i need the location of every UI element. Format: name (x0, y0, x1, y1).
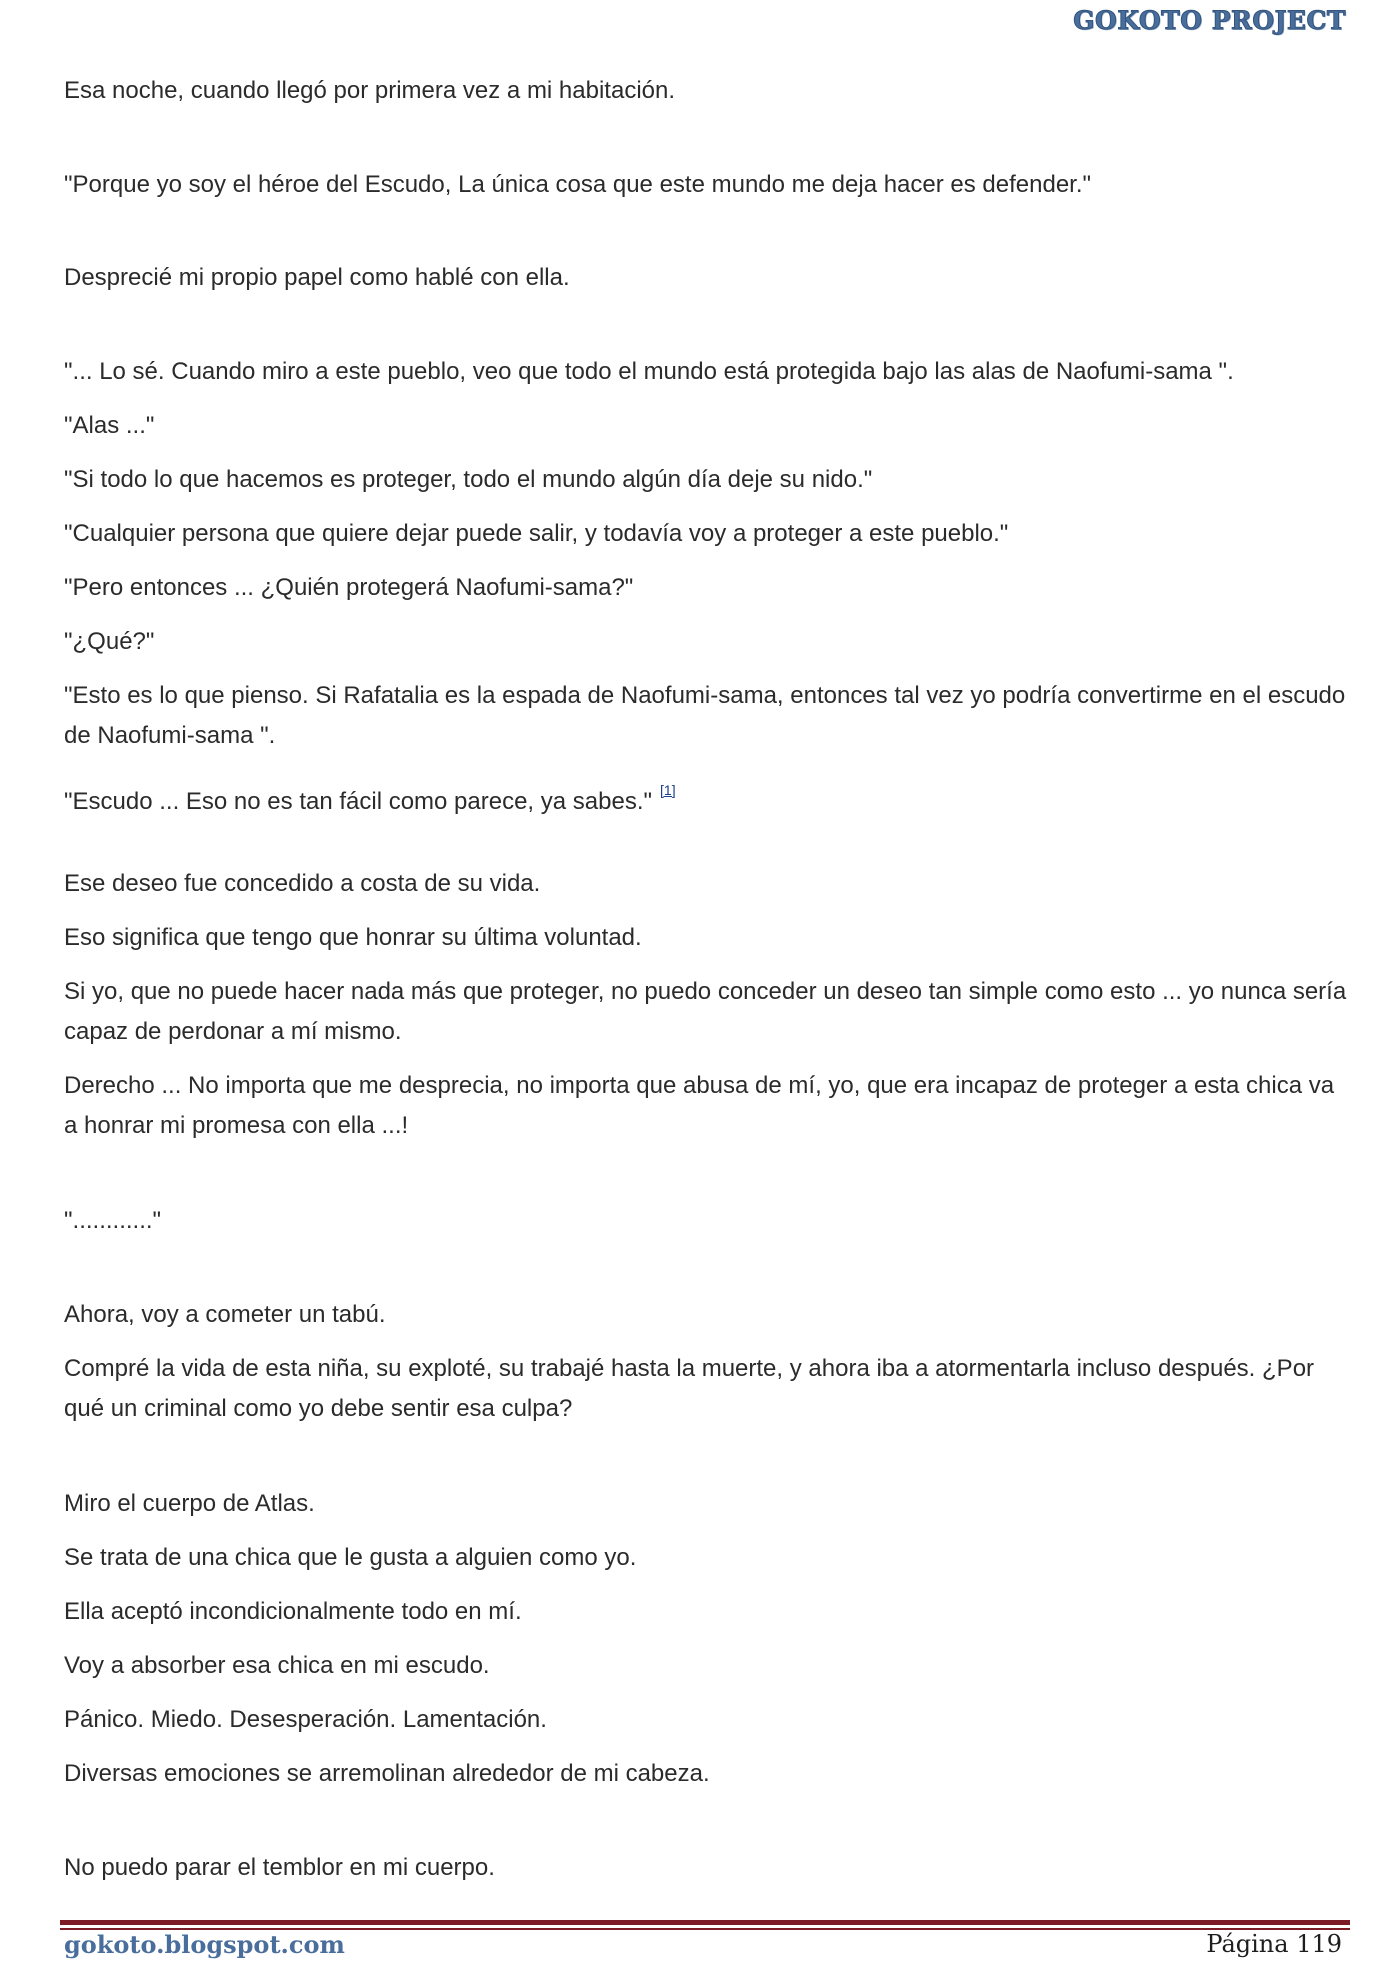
paragraph: Si yo, que no puede hacer nada más que proteger, no puedo conceder un deseo tan simple como esto ... yo nunca sería capaz de perdonar a mí mismo. (64, 978, 1347, 1045)
paragraph: "¿Qué?" (64, 628, 155, 655)
paragraph: Voy a absorber esa chica en mi escudo. (64, 1652, 490, 1679)
paragraph: Esa noche, cuando llegó por primera vez a mi habitación. (64, 77, 676, 104)
paragraph: Eso significa que tengo que honrar su última voluntad. (64, 924, 642, 951)
footnote-link[interactable]: [1] (660, 782, 676, 798)
paragraph: Se trata de una chica que le gusta a alguien como yo. (64, 1544, 637, 1571)
page-number: Página 119 (1206, 1930, 1342, 1958)
paragraph: "............" (64, 1207, 162, 1234)
paragraph: Compré la vida de esta niña, su exploté, su trabajé hasta la muerte, y ahora iba a atormentarla incluso después. ¿Por qué un criminal como yo debe sentir esa culpa? (64, 1355, 1315, 1422)
paragraph-text: "Escudo ... Eso no es tan fácil como parece, ya sabes." (64, 788, 653, 815)
paragraph: Miro el cuerpo de Atlas. (64, 1490, 315, 1517)
paragraph: Desprecié mi propio papel como hablé con ella. (64, 264, 570, 291)
paragraph-with-footnote (64, 770, 1354, 822)
paragraph: "... Lo sé. Cuando miro a este pueblo, veo que todo el mundo está protegida bajo las alas de Naofumi-sama ". (64, 358, 1234, 385)
paragraph: "Esto es lo que pienso. Si Rafatalia es la espada de Naofumi-sama, entonces tal vez yo podría convertirme en el escudo de Naofumi-sama ". (64, 682, 1346, 749)
paragraph: "Cualquier persona que quiere dejar puede salir, y todavía voy a proteger a este pueblo." (64, 520, 1009, 547)
footer-divider (60, 1920, 1350, 1925)
header-logo: GOKOTO PROJECT (1073, 6, 1346, 35)
paragraph: "Pero entonces ... ¿Quién protegerá Naofumi-sama?" (64, 574, 634, 601)
paragraph: Ahora, voy a cometer un tabú. (64, 1301, 386, 1328)
paragraph: No puedo parar el temblor en mi cuerpo. (64, 1854, 495, 1881)
paragraph: Derecho ... No importa que me desprecia, no importa que abusa de mí, yo, que era incapaz de proteger a esta chica va a honrar mi promesa con ella ...! (64, 1072, 1335, 1139)
paragraph: "Alas ..." (64, 412, 155, 439)
paragraph: Ella aceptó incondicionalmente todo en mí. (64, 1598, 522, 1625)
paragraph: Diversas emociones se arremolinan alrededor de mi cabeza. (64, 1760, 710, 1787)
paragraph: Ese deseo fue concedido a costa de su vida. (64, 870, 541, 897)
paragraph: "Si todo lo que hacemos es proteger, todo el mundo algún día deje su nido." (64, 466, 873, 493)
paragraph: Pánico. Miedo. Desesperación. Lamentación. (64, 1706, 547, 1733)
paragraph: "Porque yo soy el héroe del Escudo, La única cosa que este mundo me deja hacer es defender." (64, 171, 1092, 198)
footer-site-link[interactable]: gokoto.blogspot.com (64, 1930, 345, 1959)
